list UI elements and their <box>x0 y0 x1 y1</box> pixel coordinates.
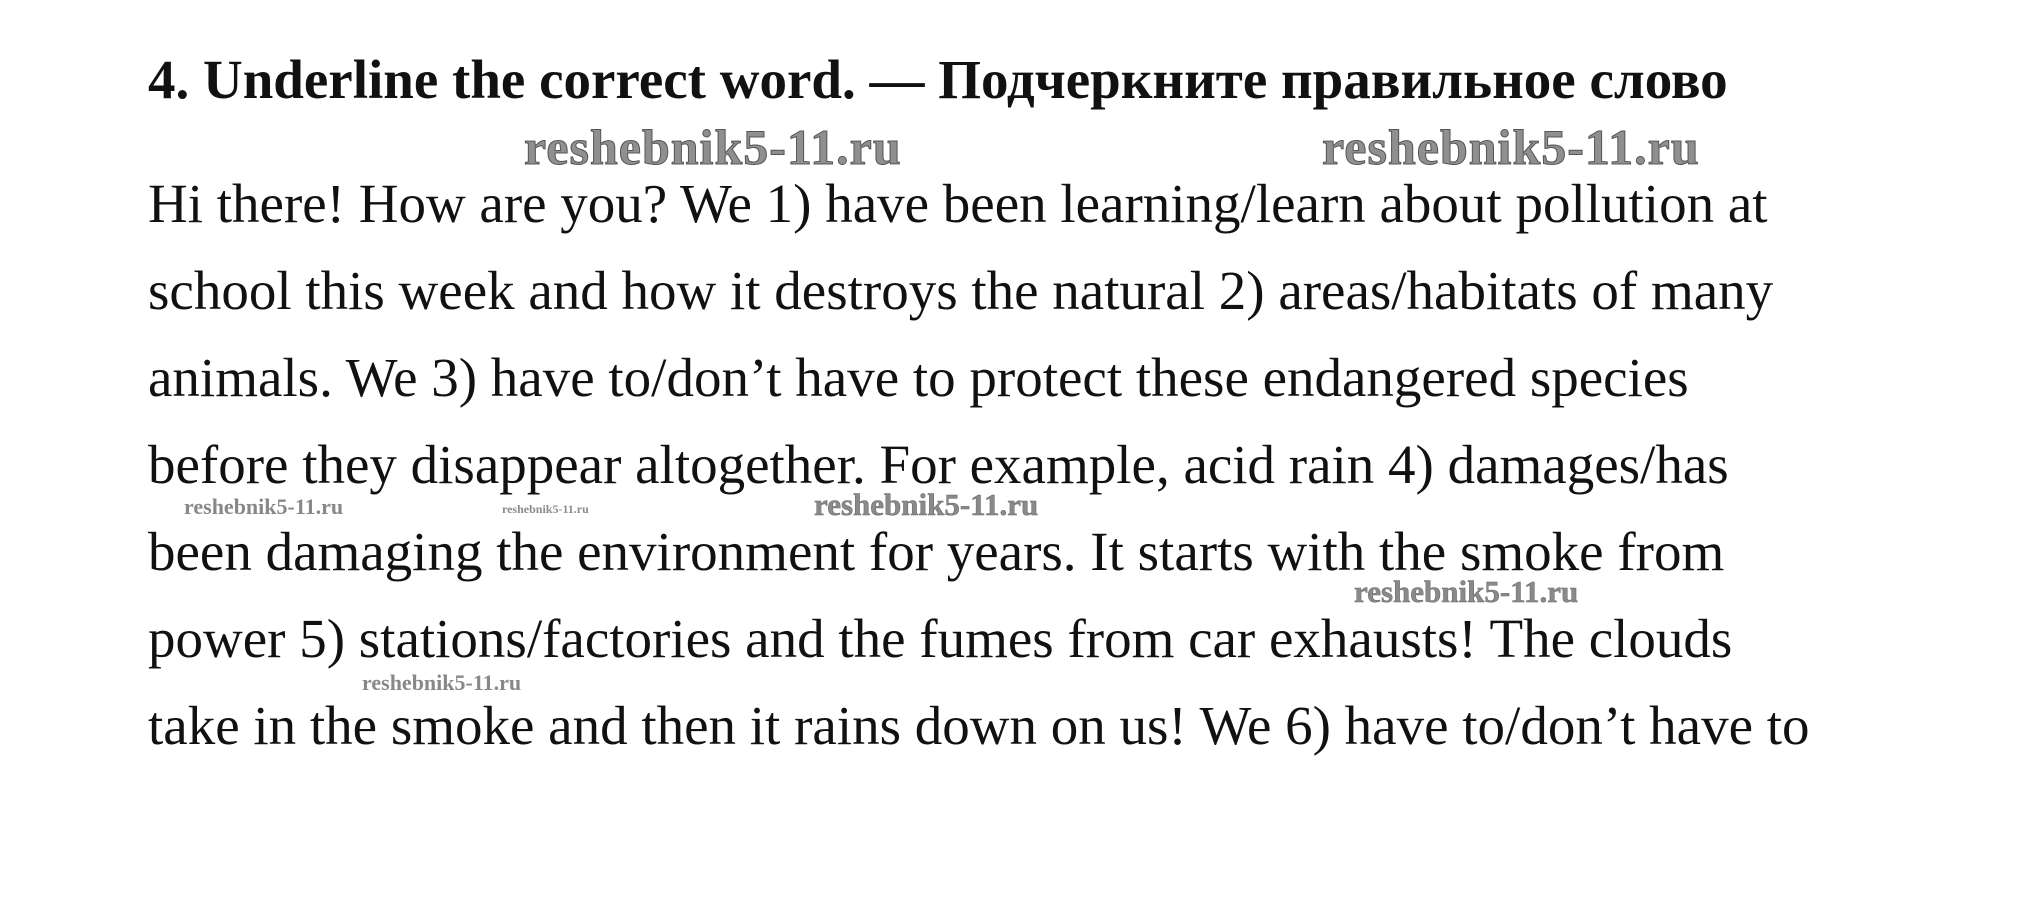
text-line-5: been damaging the environment for years. It starts with the smoke from <box>148 521 1725 582</box>
text-line-7: take in the smoke and then it rains down on us! We 6) have to/don’t have to <box>148 695 1810 756</box>
watermark: reshebnik5-11.ru <box>502 502 589 516</box>
text-line-4: before they disappear altogether. For example, acid rain 4) damages/has <box>148 434 1729 495</box>
text-line-3: animals. We 3) have to/don’t have to protect these endangered species <box>148 347 1689 408</box>
text-line-2: school this week and how it destroys the natural 2) areas/habitats of many <box>148 260 1774 321</box>
watermark: reshebnik5-11.ru <box>1322 119 1700 175</box>
text-line-6: power 5) stations/factories and the fumes from car exhausts! The clouds <box>148 608 1733 669</box>
exercise-heading: 4. Underline the correct word. — Подчеркните правильное слово <box>148 49 1728 110</box>
watermark: reshebnik5-11.ru <box>184 494 344 519</box>
watermark: reshebnik5-11.ru <box>362 670 522 695</box>
watermark: reshebnik5-11.ru <box>524 119 902 175</box>
watermark: reshebnik5-11.ru <box>1354 574 1579 609</box>
watermark: reshebnik5-11.ru <box>814 487 1039 522</box>
text-line-1: Hi there! How are you? We 1) have been learning/learn about pollution at <box>148 173 1768 234</box>
